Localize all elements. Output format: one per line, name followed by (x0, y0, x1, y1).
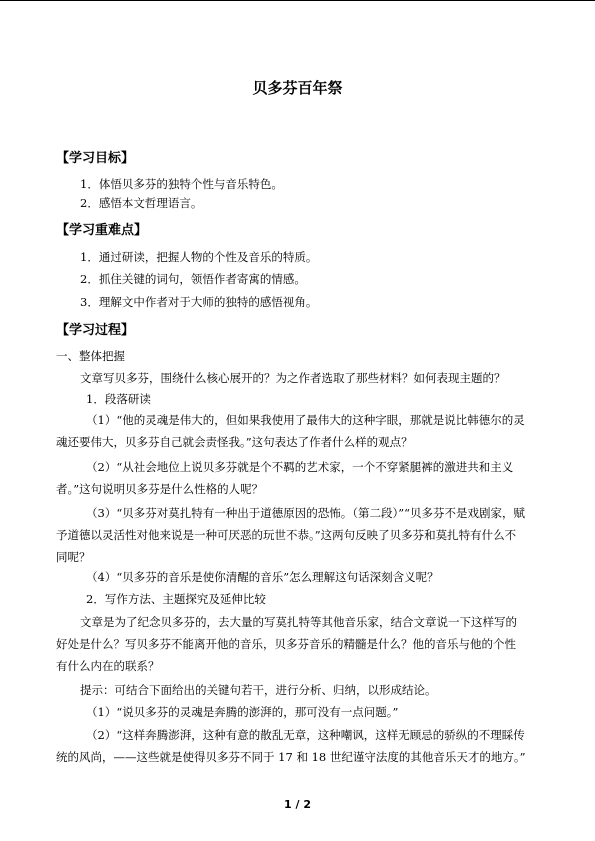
section-heading-keypoints: 【学习重难点】 (56, 223, 148, 238)
keypoint-item-3: 3．理解文中作者对于大师的独特的感悟视角。 (80, 295, 318, 309)
keypoint-item-1: 1．通过研读，把握人物的个性及音乐的特质。 (80, 250, 318, 264)
key-sentence-2-line-1: （2）“这样奔腾澎湃，这种有意的散乱无章，这种嘲讽，这样无顾忌的骄纵的不理睬传 (86, 728, 525, 742)
question-2-line-2: 者。”这句说明贝多芬是什么性格的人呢？ (56, 482, 264, 496)
process-intro: 文章写贝多芬，围绕什么核心展开的？为之作者选取了那些材料？如何表现主题的？ (80, 371, 506, 385)
question-3-line-1: （3）“贝多芬对莫扎特有一种出于道德原因的恐怖。（第二段）”“贝多芬不是戏剧家，赋 (86, 506, 525, 520)
goal-item-1: 1．体悟贝多芬的独特个性与音乐特色。 (80, 177, 283, 191)
keypoint-item-2: 2．抓住关键的词句，领悟作者寄寓的情感。 (80, 272, 306, 286)
question-1-line-2: 魂还要伟大，贝多芬自己就会责怪我。”这句表达了作者什么样的观点？ (56, 435, 413, 449)
subheading-paragraph-study: 1．段落研读 (86, 392, 151, 406)
hint-text: 提示：可结合下面给出的关键句若干，进行分析、归纳，以形成结论。 (80, 683, 437, 697)
question-2-line-1: （2）“从社会地位上说贝多芬就是个不羁的艺术家，一个不穿紧腿裤的激进共和主义 (86, 460, 514, 474)
goal-item-2: 2．感悟本文哲理语言。 (80, 196, 203, 210)
process-part-heading: 一、整体把握 (56, 349, 125, 363)
top-rule (0, 0, 595, 1)
key-sentence-2-line-2: 统的风尚，——这些就是使得贝多芬不同于 17 和 18 世纪谨守法度的其他音乐天才的地方。” (56, 750, 526, 764)
paragraph-1-line-1: 文章是为了纪念贝多芬的，去大量的写莫扎特等其他音乐家，结合文章说一下这样写的 (80, 615, 517, 629)
paragraph-1-line-2: 好处是什么？写贝多芬不能离开他的音乐，贝多芬音乐的精髓是什么？他的音乐与他的个性 (56, 637, 516, 651)
subheading-writing-method: 2．写作方法、主题探究及延伸比较 (86, 592, 266, 606)
section-heading-process: 【学习过程】 (56, 323, 135, 338)
page-title: 贝多芬百年祭 (252, 79, 343, 97)
key-sentence-1: （1）“说贝多芬的灵魂是奔腾的澎湃的，那可没有一点问题。” (86, 705, 399, 719)
question-4: （4）“贝多芬的音乐是使你清醒的音乐”怎么理解这句话深刻含义呢？ (86, 570, 439, 584)
section-heading-goals: 【学习目标】 (56, 151, 135, 166)
question-1-line-1: （1）“他的灵魂是伟大的，但如果我使用了最伟大的这种字眼，那就是说比韩德尔的灵 (86, 413, 525, 427)
question-3-line-3: 同呢？ (56, 550, 91, 564)
paragraph-1-line-3: 有什么内在的联系？ (56, 659, 160, 673)
page-number: 1 / 2 (284, 798, 311, 811)
question-3-line-2: 予道德以灵活性对他来说是一种可厌恶的玩世不恭。”这两句反映了贝多芬和莫扎特有什么不 (56, 528, 517, 542)
